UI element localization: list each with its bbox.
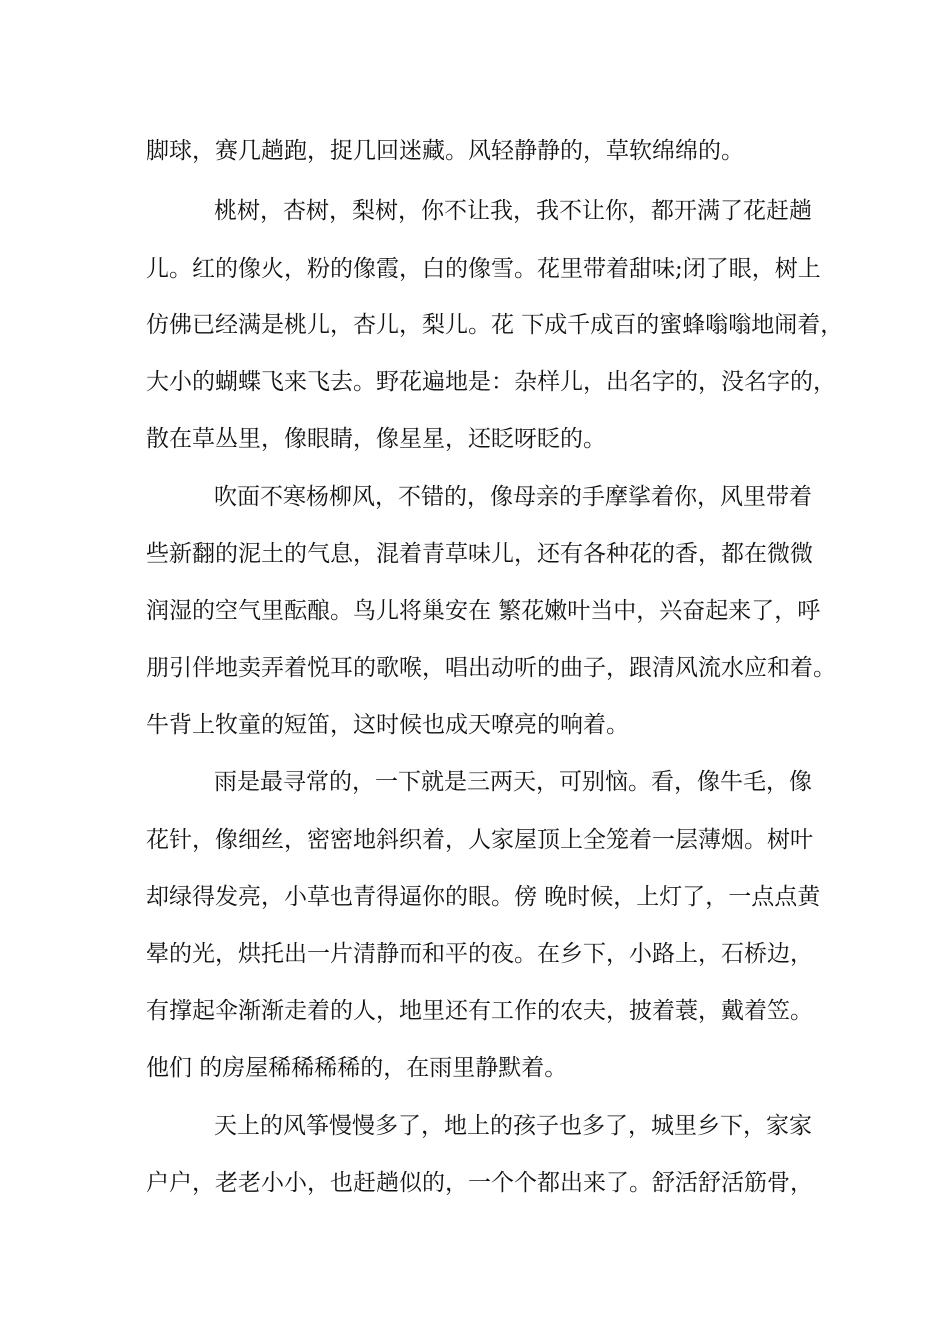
text-line-1: 脚球，赛几趟跑，捉几回迷藏。风轻静静的，草软绵绵的。 (146, 138, 744, 164)
text-line-8: 些新翻的泥土的气息，混着青草味儿，还有各种花的香，都在微微 (146, 541, 813, 567)
text-line-6: 散在草丛里，像眼睛，像星星，还眨呀眨的。 (146, 426, 606, 452)
text-line-18: 天上的风筝慢慢多了，地上的孩子也多了，城里乡下，家家 (214, 1113, 812, 1139)
text-line-17: 他们 的房屋稀稀稀稀的，在雨里静默着。 (146, 1055, 568, 1081)
text-line-5: 大小的蝴蝶飞来飞去。野花遍地是：杂样儿，出名字的，没名字的， (146, 369, 836, 395)
text-line-10: 朋引伴地卖弄着悦耳的歌喉，唱出动听的曲子，跟清风流水应和着。 (146, 655, 836, 681)
text-line-11: 牛背上牧童的短笛，这时候也成天嘹亮的响着。 (146, 712, 629, 738)
text-line-7: 吹面不寒杨柳风，不错的，像母亲的手摩挲着你，风里带着 (214, 484, 812, 510)
text-line-2: 桃树，杏树，梨树，你不让我，我不让你，都开满了花赶趟 (214, 198, 812, 224)
text-line-3: 儿。红的像火，粉的像霞，白的像雪。花里带着甜味;闭了眼，树上 (146, 256, 821, 282)
text-line-13: 花针，像细丝，密密地斜织着，人家屋顶上全笼着一层薄烟。树叶 (146, 827, 813, 853)
text-line-19: 户户，老老小小，也赶趟似的，一个个都出来了。舒活舒活筋骨， (146, 1170, 813, 1196)
text-line-9: 润湿的空气里酝酿。鸟儿将巢安在 繁花嫩叶当中，兴奋起来了，呼 (146, 598, 821, 624)
text-line-12: 雨是最寻常的，一下就是三两天，可别恼。看，像牛毛，像 (214, 769, 812, 795)
text-line-4: 仿佛已经满是桃儿，杏儿，梨儿。花 下成千成百的蜜蜂嗡嗡地闹着， (146, 312, 844, 338)
text-line-15: 晕的光，烘托出一片清静而和平的夜。在乡下，小路上，石桥边， (146, 941, 813, 967)
text-line-14: 却绿得发亮，小草也青得逼你的眼。傍 晚时候，上灯了，一点点黄 (146, 884, 821, 910)
text-line-16: 有撑起伞渐渐走着的人，地里还有工作的农夫，披着蓑，戴着笠。 (146, 998, 813, 1024)
